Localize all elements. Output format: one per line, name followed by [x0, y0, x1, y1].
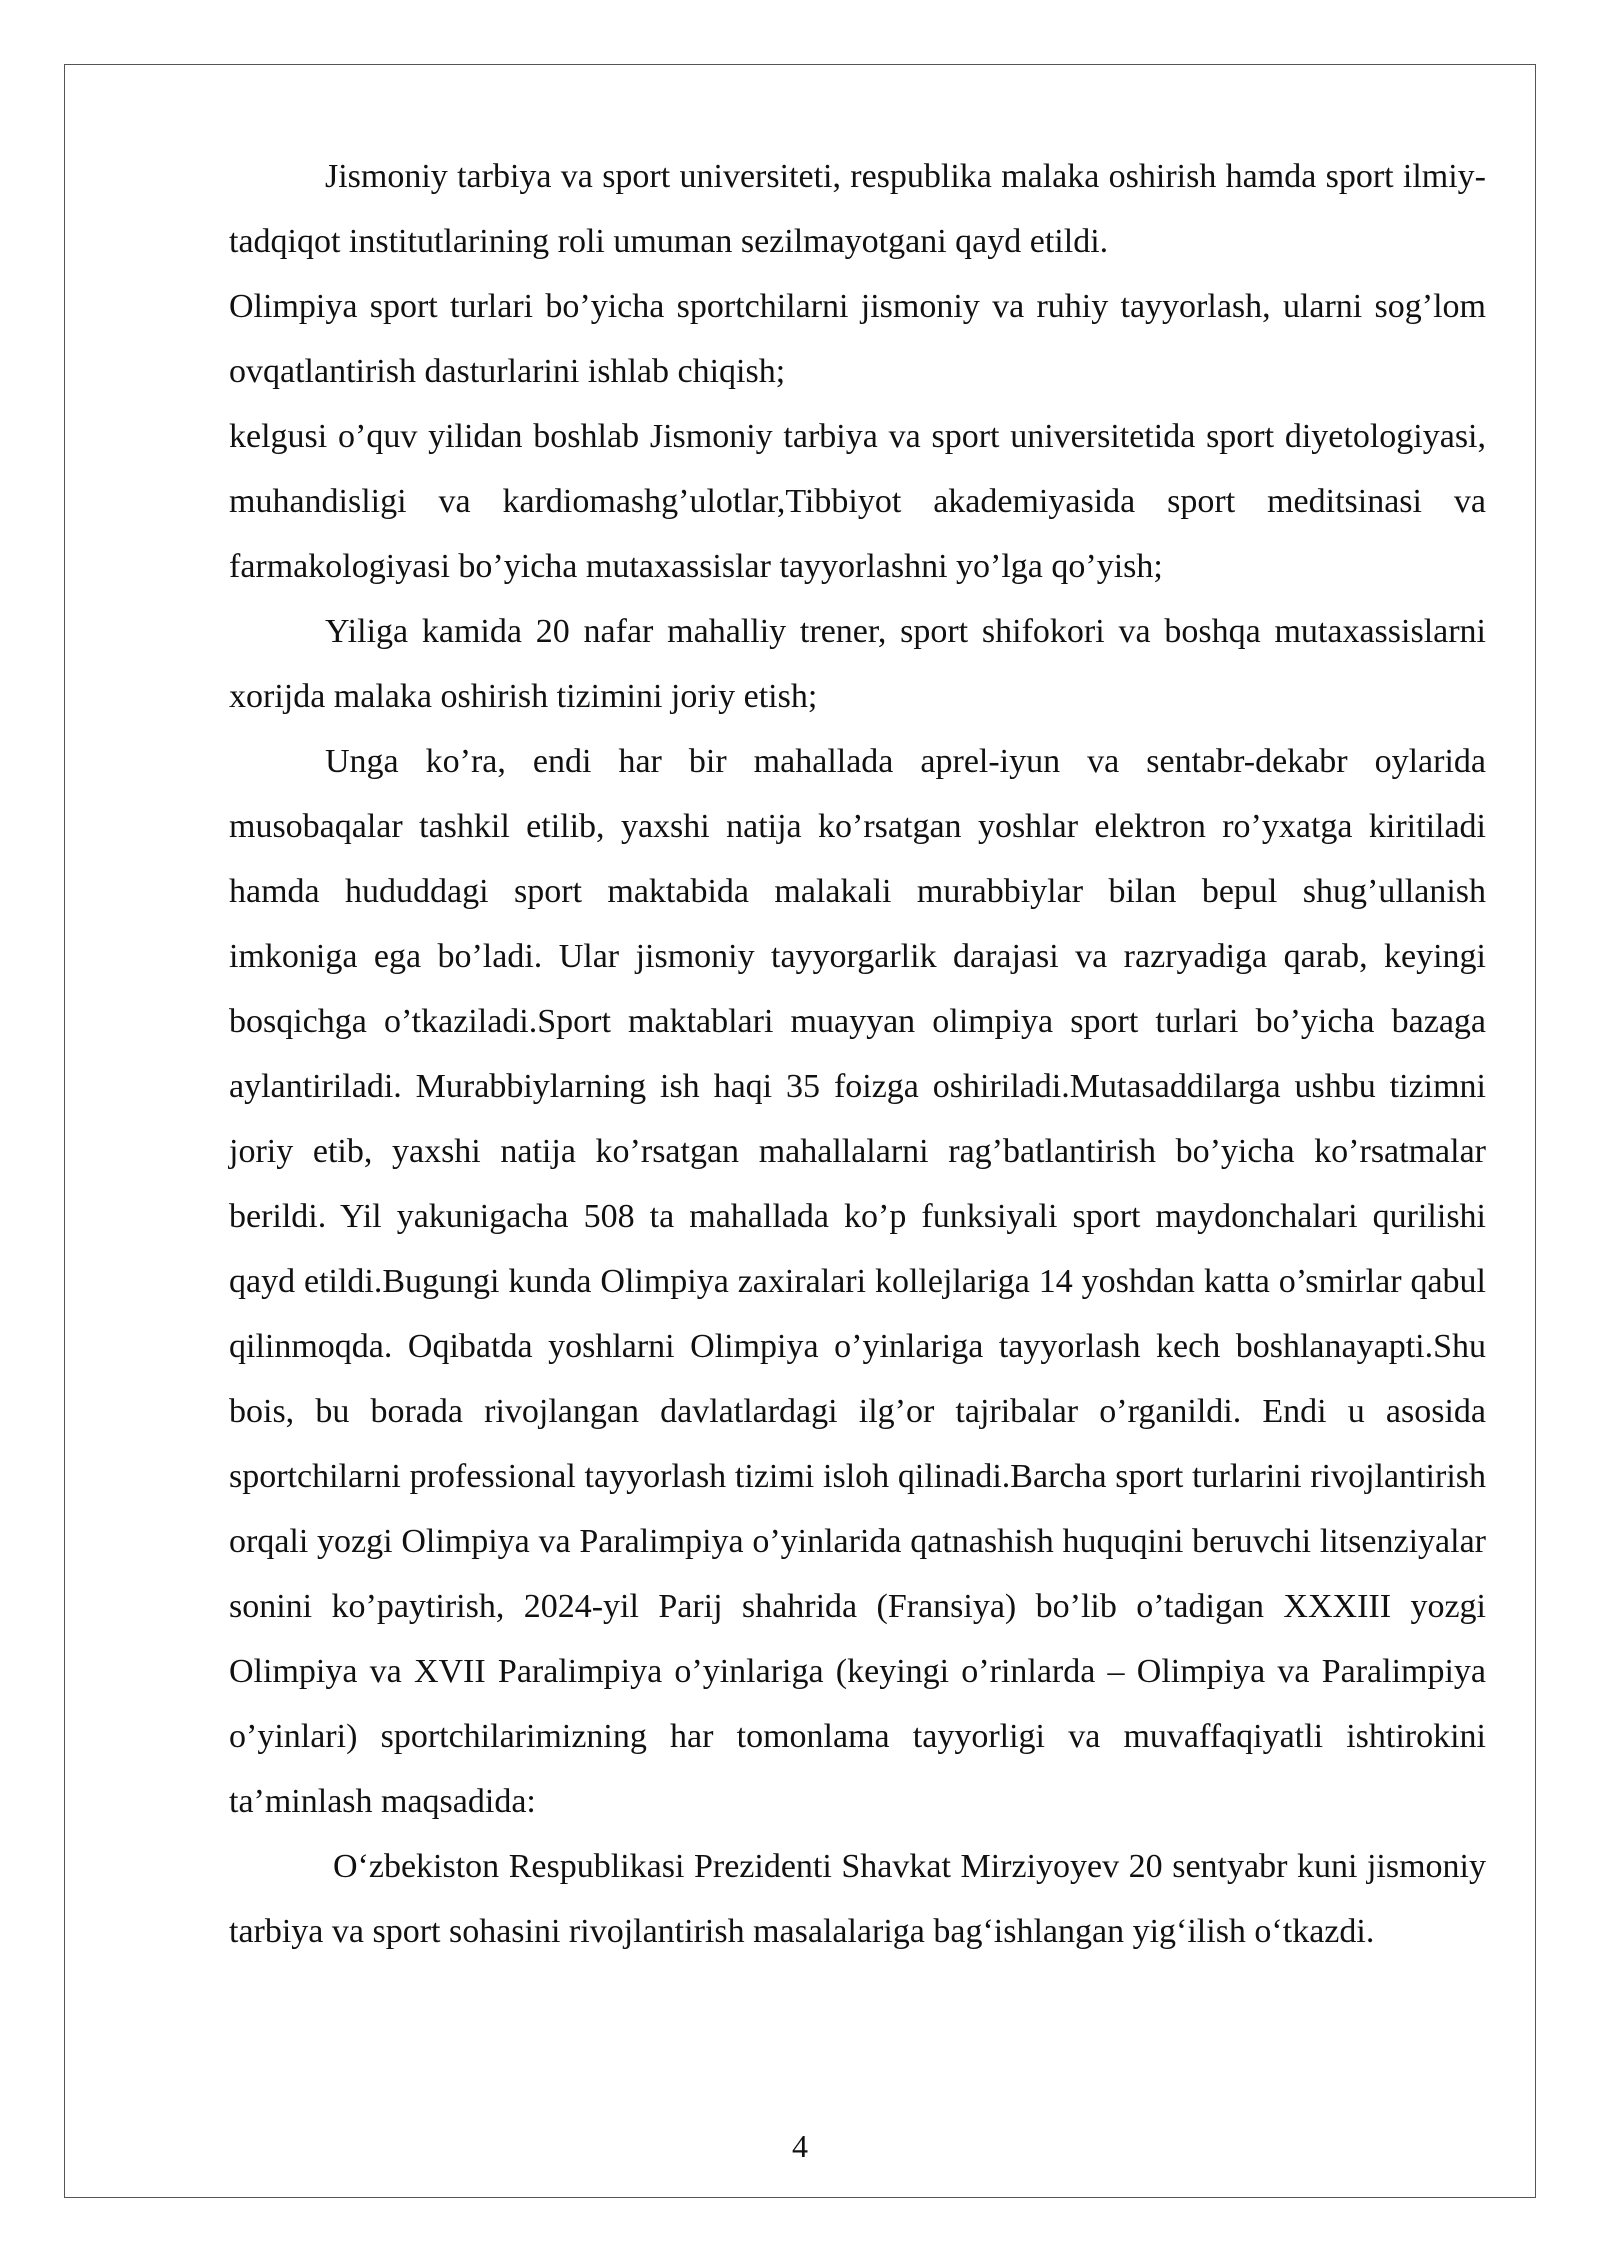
page-number: 4: [792, 2128, 808, 2164]
document-body: [229, 144, 1486, 1964]
paragraph-3: kelgusi o’quv yilidan boshlab Jismoniy tarbiya va sport universitetida sport diyetologiyasi, muhandisligi va kardiomashg’ulotlar,Tibbiyot akademiyasida sport meditsinasi va farmakologiyasi bo’yicha mutaxassislar tayyorlashni yo’lga qo’yish;: [229, 418, 1486, 585]
paragraph-6: O‘zbekiston Respublikasi Prezidenti Shavkat Mirziyoyev 20 sentyabr kuni jismoniy tarbiya va sport sohasini rivojlantirish masalalariga bag‘ishlangan yig‘ilish o‘tkazdi.: [229, 1848, 1486, 1950]
paragraph-1: Jismoniy tarbiya va sport universiteti, respublika malaka oshirish hamda sport ilmiy-tadqiqot institutlarining roli umuman sezilmayotgani qayd etildi.: [229, 158, 1486, 260]
paragraph-4: Yiliga kamida 20 nafar mahalliy trener, sport shifokori va boshqa mutaxassislarni xorijda malaka oshirish tizimini joriy etish;: [229, 613, 1486, 715]
paragraph-5: Unga ko’ra, endi har bir mahallada aprel-iyun va sentabr-dekabr oylarida musobaqalar tashkil etilib, yaxshi natija ko’rsatgan yoshlar elektron ro’yxatga kiritiladi hamda hududdagi sport maktabida malakali murabbiylar bilan bepul shug’ullanish imkoniga ega bo’ladi. Ular jismoniy tayyorgarlik darajasi va razryadiga qarab, keyingi bosqichga o’tkaziladi.Sport maktablari muayyan olimpiya sport turlari bo’yicha bazaga aylantiriladi. Murabbiylarning ish haqi 35 foizga oshiriladi.Mutasaddilarga ushbu tizimni joriy etib, yaxshi natija ko’rsatgan mahallalarni rag’batlantirish bo’yicha ko’rsatmalar berildi. Yil yakunigacha 508 ta mahallada ko’p funksiyali sport maydonchalari qurilishi qayd etildi.Bugungi kunda Olimpiya zaxiralari kollejlariga 14 yoshdan katta o’smirlar qabul qilinmoqda. Oqibatda yoshlarni Olimpiya o’yinlariga tayyorlash kech boshlanayapti.Shu bois, bu borada rivojlangan davlatlardagi ilg’or tajribalar o’rganildi. Endi u asosida sportchilarni professional tayyorlash tizimi isloh qilinadi.Barcha sport turlarini rivojlantirish orqali yozgi Olimpiya va Paralimpiya o’yinlarida qatnashish huquqini beruvchi litsenziyalar sonini ko’paytirish, 2024-yil Parij shahrida (Fransiya) bo’lib o’tadigan XXXIII yozgi Olimpiya va XVII Paralimpiya o’yinlariga (keyingi o’rinlarda – Olimpiya va Paralimpiya o’yinlari) sportchilarimizning har tomonlama tayyorligi va muvaffaqiyatli ishtirokini ta’minlash maqsadida:: [229, 743, 1486, 1820]
paragraph-2: Olimpiya sport turlari bo’yicha sportchilarni jismoniy va ruhiy tayyorlash, ularni sog’lom ovqatlantirish dasturlarini ishlab chiqish;: [229, 288, 1486, 390]
